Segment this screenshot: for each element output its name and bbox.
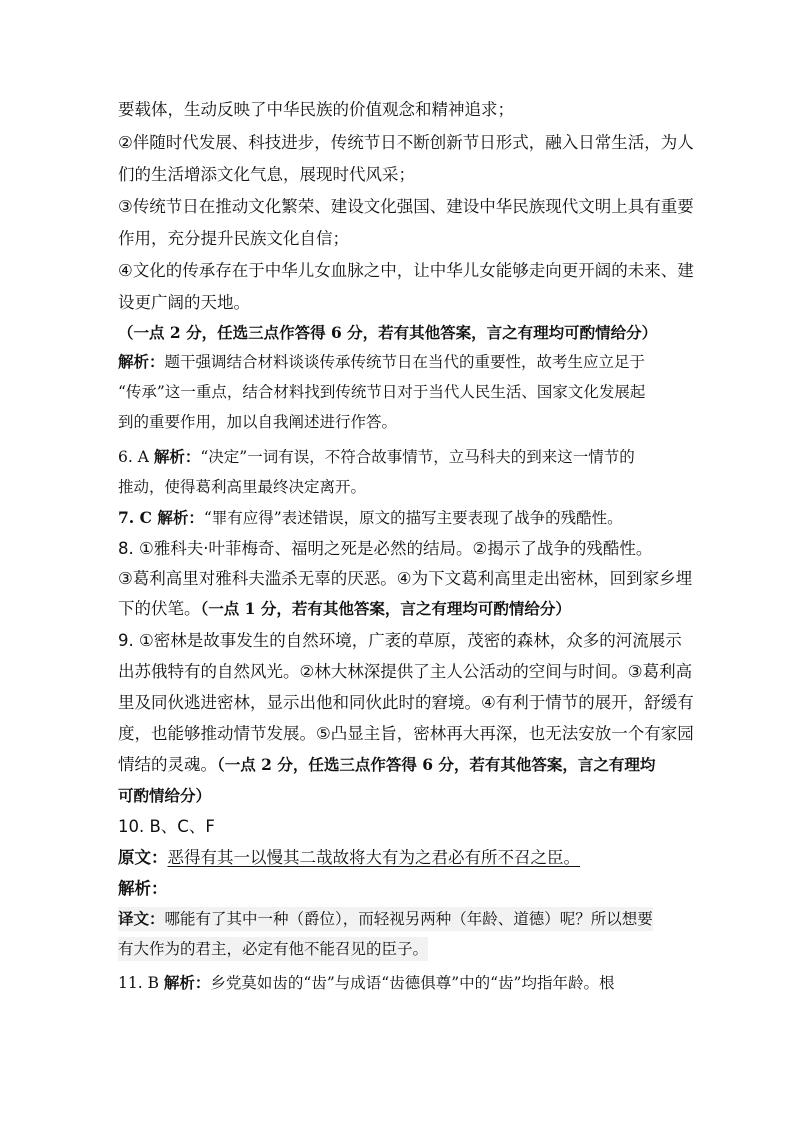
analysis-label: 解析： <box>163 973 211 992</box>
analysis-text: 题干强调结合材料谈谈传承传统节日在当代的重要性，故考生应立足于 <box>164 353 646 371</box>
question-number: 7. C <box>118 508 158 527</box>
answer-text: 情结的灵魂。 <box>118 755 217 774</box>
scoring-note: （一点 1 分，若有其他答案，言之有理均可酌情给分） <box>200 599 571 618</box>
translation-label: 译文： <box>118 909 165 928</box>
text-line <box>118 291 250 315</box>
analysis-text: “罪有应得”表述错误，原文的描写主要表现了战争的残酷性。 <box>203 509 623 527</box>
analysis-label: 解析： <box>118 879 168 898</box>
translation-line <box>118 937 428 961</box>
question-9 <box>118 629 682 653</box>
text-line <box>118 227 349 251</box>
text-line <box>118 567 692 591</box>
analysis-label: 解析： <box>157 508 204 527</box>
scoring-note-text: （一点 2 分，任选三点作答得 6 分，若有其他答案，言之有理均可酌情给分） <box>118 323 658 342</box>
text-line <box>118 660 692 684</box>
answer-text: 里及同伙逃进密林，显示出他和同伙此时的窘境。④有利于情节的展开，舒缓有 <box>118 693 694 712</box>
analysis-text: 推动，使得葛利高里最终决定离开。 <box>118 478 367 496</box>
analysis-text: “决定”一词有误，不符合故事情节，立马科夫的到来这一情节的 <box>200 448 635 466</box>
question-8 <box>118 537 652 561</box>
original-label: 原文： <box>118 848 168 867</box>
question-number: 11. B <box>118 974 164 992</box>
analysis-text: “传承”这一重点，结合材料找到传统节日对于当代人民生活、国家文化发展起 <box>118 383 646 401</box>
translation-line <box>118 907 653 931</box>
question-6 <box>118 445 635 469</box>
answer-point-2: ②伴随时代发展、科技进步，传统节日不断创新节日形式，融入日常生活，为人 <box>118 133 694 152</box>
answer-point-3: ③传统节日在推动文化繁荣、建设文化强国、建设中华民族现代文明上具有重要 <box>118 197 694 216</box>
text-line <box>118 259 694 283</box>
text-line <box>118 475 366 499</box>
original-text-line <box>118 846 580 870</box>
text-line <box>118 98 514 122</box>
analysis-label: 解析： <box>118 352 165 371</box>
text-line <box>118 131 694 155</box>
answer-text: 要载体，生动反映了中华民族的价值观念和精神追求； <box>118 100 514 119</box>
answer-text: 作用，充分提升民族文化自信； <box>118 229 349 248</box>
answer-text: 9. ①密林是故事发生的自然环境，广袤的草原，茂密的森林，众多的河流展示 <box>118 631 682 650</box>
translation-text: 有大作为的君主，必定有他不能召见的臣子。 <box>118 940 429 958</box>
scoring-note: （一点 2 分，任选三点作答得 6 分，若有其他答案，言之有理均 <box>217 755 656 774</box>
text-line <box>118 691 694 715</box>
translation-text: 哪能有了其中一种（爵位），而轻视另两种（年龄、道德）呢？所以想要 <box>164 910 653 928</box>
text-line <box>118 597 571 621</box>
text-line <box>118 163 415 187</box>
answer-text: 10. B、C、F <box>118 817 215 836</box>
text-line <box>118 195 694 219</box>
answer-text: 出苏俄特有的自然风光。②林大林深提供了主人公活动的空间与时间。③葛利高 <box>118 662 693 681</box>
text-line <box>118 722 694 746</box>
analysis-line <box>118 350 645 374</box>
text-line <box>118 380 645 404</box>
analysis-text: 到的重要作用，加以自我阐述进行作答。 <box>118 413 398 431</box>
question-7 <box>118 506 623 530</box>
answer-text: 下的伏笔。 <box>118 599 201 618</box>
text-line <box>118 410 397 434</box>
scoring-note <box>118 321 657 345</box>
analysis-text: 乡党莫如齿的“齿”与成语“齿德俱尊”中的“齿”均指年龄。根 <box>210 974 615 992</box>
answer-text: ③葛利高里对雅科夫滥杀无辜的厌恶。④为下文葛利高里走出密林，回到家乡埋 <box>118 569 693 588</box>
analysis-heading <box>118 877 168 901</box>
original-text: 恶得有其一以慢其二哉故将大有为之君必有所不召之臣。 <box>167 848 580 867</box>
scoring-note: 可酌情给分） <box>118 786 212 805</box>
question-11 <box>118 971 614 995</box>
question-10 <box>118 815 215 839</box>
answer-point-4: ④文化的传承存在于中华儿女血脉之中，让中华儿女能够走向更开阔的未来、建 <box>118 261 694 280</box>
answer-text: 们的生活增添文化气息，展现时代风采； <box>118 165 415 184</box>
analysis-label: 解析： <box>153 447 201 466</box>
question-number: 6. A <box>118 448 154 466</box>
answer-text: 设更广阔的天地。 <box>118 293 250 312</box>
answer-text: 8. ①雅科夫·叶菲梅奇、福明之死是必然的结局。②揭示了战争的残酷性。 <box>118 539 653 558</box>
answer-text: 度，也能够推动情节发展。⑤凸显主旨，密林再大再深，也无法安放一个有家园 <box>118 724 694 743</box>
text-line <box>118 784 211 808</box>
text-line <box>118 753 655 777</box>
